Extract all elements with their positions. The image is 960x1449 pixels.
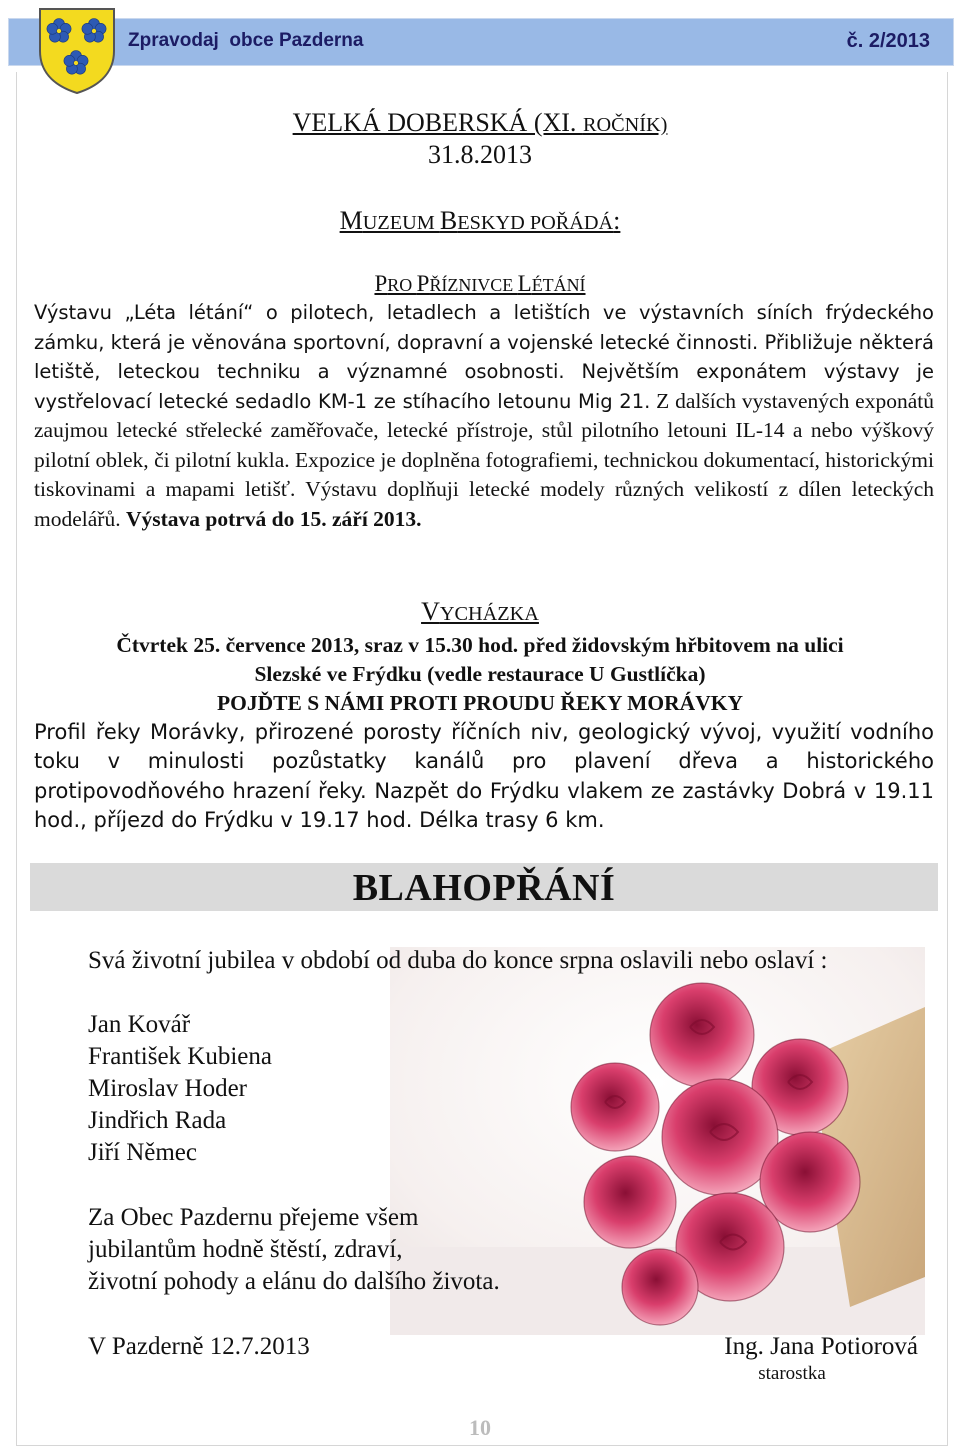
walk-heading-part: YCHÁZKA bbox=[439, 603, 539, 625]
subheading-part: P bbox=[374, 271, 388, 296]
page-number: 10 bbox=[469, 1415, 491, 1440]
wish-line: životní pohody a elánu do dalšího života. bbox=[88, 1268, 500, 1295]
jubilee-name: Jiří Němec bbox=[88, 1139, 197, 1166]
museum-text-a: Výstavu „Léta létání“ o pilotech, letadlech a letištích ve výstavních síních frýdeckého zámku, která je věnována sportovní, dopravní a vojenské letecké činnosti. Přibližuje některá letiště, leteckou techniku a významné osobnosti. Největším exponátem výstavy je vystřelovací letecké sedadlo KM-1 ze stíhacího letounu Mig 21. bbox=[34, 301, 934, 413]
museum-heading bbox=[0, 206, 960, 238]
jubilee-name: Jindřich Rada bbox=[88, 1107, 227, 1134]
heading-part: : bbox=[613, 206, 621, 235]
subheading-part: ŘÍZNIVCE bbox=[429, 275, 518, 295]
signature-role: starostka bbox=[758, 1363, 826, 1384]
village-crest-icon bbox=[36, 5, 118, 95]
museum-subheading bbox=[0, 270, 960, 299]
greetings-intro: Svá životní jubilea v období od duba do konce srpna oslavili nebo oslaví : bbox=[88, 947, 828, 974]
signature-name: Ing. Jana Potiorová bbox=[724, 1333, 918, 1360]
museum-text-b: Z dalších vystavených exponátů zaujmou letecké střelecké zaměřovače, letecké přístroje, stůl pilotního letouni IL-14 a nebo výškový pilotní oblek, či pilotní kukla. Expozice je doplněna fotografiemi, technickou dokumentací, historickými tiskovinami a mapami letišť. Výstavu doplňuji letecké modely různých velikostí z dílen leteckých modelářů. bbox=[34, 388, 934, 531]
subheading-part: L bbox=[517, 271, 532, 296]
walk-paragraph: Profil řeky Morávky, přirozené porosty říčních niv, geologický vývoj, využití vodního toku v minulosti pozůstatky kanálů pro plavení dřeva a historického protipovodňového hrazení řeky. Nazpět do Frýdku vlakem ze zastávky Dobrá v 19.11 hod., příjezd do Frýdku v 19.17 hod. Délka trasy 6 km. bbox=[34, 720, 934, 832]
jubilee-name: Jan Kovář bbox=[88, 1011, 191, 1038]
wish-line: Za Obec Pazdernu přejeme všem bbox=[88, 1204, 419, 1231]
jubilee-name: Miroslav Hoder bbox=[88, 1075, 247, 1102]
heading-part: B bbox=[439, 206, 458, 235]
heading-part: UZEUM bbox=[362, 212, 440, 234]
issue-number: č. 2/2013 bbox=[846, 30, 930, 52]
walk-heading-part: V bbox=[421, 597, 440, 626]
museum-paragraph bbox=[34, 298, 934, 534]
walk-motto: POJĎTE S NÁMI PROTI PROUDU ŘEKY MORÁVKY bbox=[217, 691, 743, 715]
heading-part: ESKYD POŘÁDÁ bbox=[457, 212, 614, 234]
event-date: 31.8.2013 bbox=[428, 140, 532, 169]
walk-place-line: Slezské ve Frýdku (vedle restaurace U Gustlíčka) bbox=[254, 662, 706, 686]
event-title-small: ROČNÍK) bbox=[582, 114, 668, 136]
event-title-main: VELKÁ DOBERSKÁ (XI. bbox=[292, 108, 583, 137]
heading-part: M bbox=[339, 206, 363, 235]
subheading-part: RO bbox=[387, 275, 417, 295]
walk-meeting-line: Čtvrtek 25. července 2013, sraz v 15.30 hod. před židovským hřbitovem na ulici bbox=[116, 633, 844, 657]
subheading-part: P bbox=[416, 271, 430, 296]
place-date: V Pazderně 12.7.2013 bbox=[88, 1333, 310, 1360]
walk-heading bbox=[0, 597, 960, 629]
event-title bbox=[0, 108, 960, 140]
museum-text-bold: Výstava potrvá do 15. září 2013. bbox=[125, 506, 422, 531]
wish-line: jubilantům hodně štěstí, zdraví, bbox=[88, 1236, 403, 1263]
jubilee-name: František Kubiena bbox=[88, 1043, 272, 1070]
subheading-part: ÉTÁNÍ bbox=[531, 275, 586, 295]
newsletter-title: Zpravodaj obce Pazderna bbox=[128, 30, 364, 51]
greetings-title: BLAHOPŘÁNÍ bbox=[352, 867, 616, 909]
